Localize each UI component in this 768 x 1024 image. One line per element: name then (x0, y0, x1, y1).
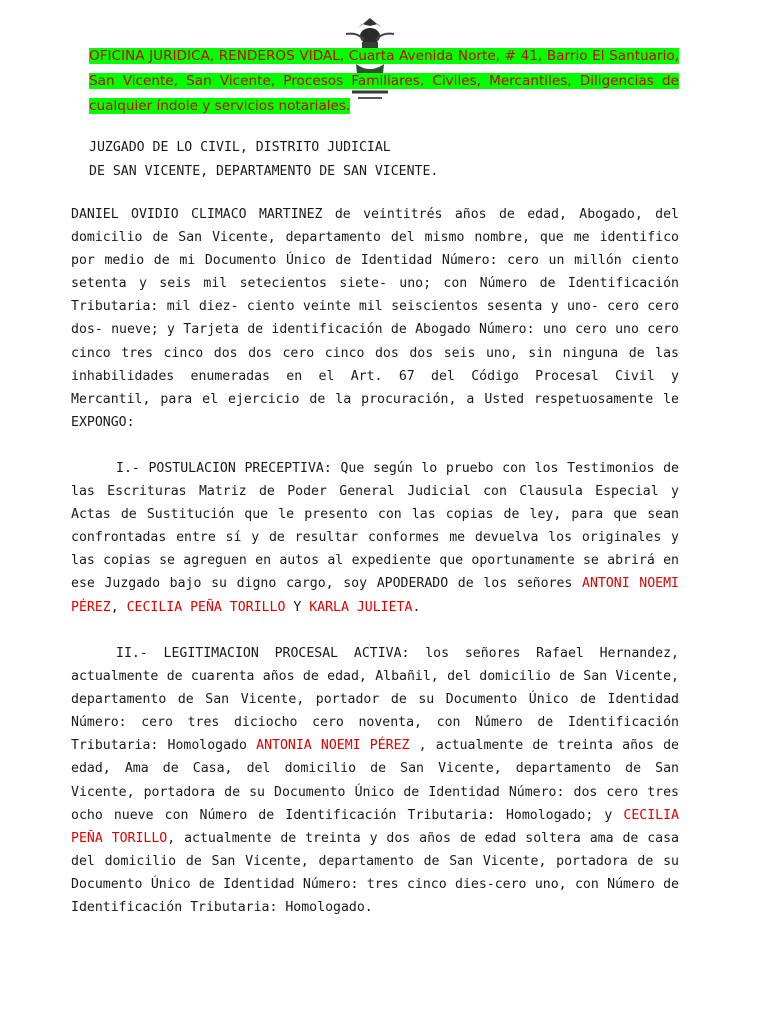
client-name-3: KARLA JULIETA (309, 599, 413, 615)
legitimacion-text-c: , actualmente de treinta y dos años de edad soltera ama de casa del domicilio de San Vicente, departamento de San Vicente, portadora de su Documento Único de Identidad Número: tres cinco dies-cero uno, con Número de Identificación Tributaria: Homologado. (71, 830, 679, 916)
legitimacion-text-a: II.- LEGITIMACION PROCESAL ACTIVA: los señores Rafael Hernandez, actualmente de cuarenta años de edad, Albañil, del domicilio de San Vicente, departamento de San Vicente, portador de su Documento Único de Identidad Número: cero tres diciocho cero noventa, con Número de Identificación Tributaria: Homologado (71, 646, 679, 754)
court-line-2: DE SAN VICENTE, DEPARTAMENTO DE SAN VICENTE. (89, 164, 439, 179)
separator: Y (285, 599, 310, 615)
legitimacion-text-b: , actualmente de treinta años de edad, Ama de Casa, del domicilio de San Vicente, departamento de San Vicente, portadora de su Documento Único de Identidad Número: dos cero tres ocho nueve con Número de Identificación Tributaria: Homologado; y (71, 738, 679, 823)
party-name-1: ANTONIA NOEMI PÉREZ (256, 738, 410, 754)
letterhead (89, 44, 679, 119)
postulacion-text: I.- POSTULACION PRECEPTIVA: Que según lo pruebo con los Testimonios de las Escrituras Matriz de Poder General Judicial con Clausula Especial y Actas de Sustitución que le presento con las copias de ley, para que sean confrontadas entre sí y de resultar conformes me devuelva los originales y las copias se agreguen en autos al expediente que oportunamente se abrirá en ese Juzgado bajo su digno cargo, soy APODERADO de los señores (71, 461, 679, 592)
section-postulacion (71, 457, 679, 619)
intro-paragraph: DANIEL OVIDIO CLIMACO MARTINEZ de veintitrés años de edad, Abogado, del domicilio de San Vicente, departamento del mismo nombre, que me identifico por medio de mi Documento Único de Identidad Número: cero un millón ciento setenta y seis mil setecientos siete- uno; con Número de Identificación Tributaria: mil diez- ciento veinte mil seiscientos sesenta y uno- cero cero dos- nueve; y Tarjeta de identificación de Abogado Número: uno cero uno cero cinco tres cinco dos dos cero cinco dos dos seis uno, sin ninguna de las inhabilidades enumeradas en el Art. 67 del Código Procesal Civil y Mercantil, para el ejercicio de la procuración, a Usted respetuosamente le EXPONGO: (71, 207, 679, 430)
party-name-2: CECILIA PEÑA TORILLO (71, 807, 679, 846)
court-line-1: JUZGADO DE LO CIVIL, DISTRITO JUDICIAL (89, 140, 391, 155)
client-name-2: CECILIA PEÑA TORILLO (126, 599, 286, 615)
letterhead-text: OFICINA JURIDICA, RENDEROS VIDAL, Cuarta Avenida Norte, # 41, Barrio El Santuario, San Vicente, San Vicente, Procesos Familiares, Civiles, Mercantiles, Diligencias de cualquier índole y servicios notariales. (89, 48, 679, 114)
client-name-1: ANTONI NOEMI PÉREZ (71, 576, 679, 615)
separator: , (110, 599, 127, 615)
section-legitimacion (71, 642, 679, 919)
period: . (412, 599, 421, 615)
court-address (89, 136, 689, 184)
